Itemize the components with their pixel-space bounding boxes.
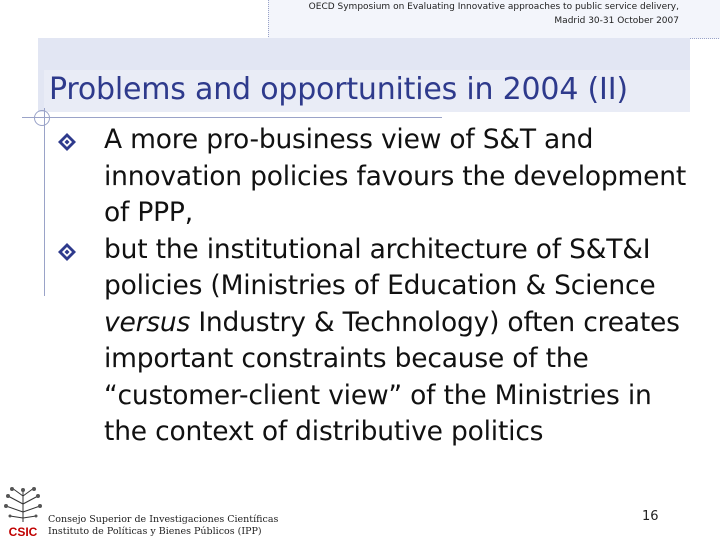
header-date-line: Madrid 30-31 October 2007 [554, 16, 679, 26]
bullet-text-2-italic: versus [104, 306, 191, 338]
header-banner [268, 0, 720, 39]
csic-logo [2, 486, 44, 538]
footer-org-line2: Instituto de Políticas y Bienes Públicos (IPP) [48, 526, 262, 537]
bullet-text-2b: Industry & Technology) often creates important constraints because of the “customer-client view” of the Ministries in the context of distributive politics [104, 306, 680, 447]
page-number: 16 [642, 509, 659, 524]
bullet-item-2 [58, 232, 698, 451]
vertical-rule [44, 108, 45, 296]
logo-text: CSIC [8, 525, 38, 538]
diamond-bullet-icon [58, 133, 76, 151]
footer-org [48, 514, 278, 538]
bullet-list [58, 122, 698, 451]
header-event-line: OECD Symposium on Evaluating Innovative approaches to public service delivery, [308, 2, 679, 12]
bullet-item-1 [58, 122, 698, 232]
bullet-text-2a: but the institutional architecture of S&T&I policies (Ministries of Education & Science [104, 233, 656, 301]
bullet-text-1: A more pro-business view of S&T and innovation policies favours the development of PPP, [104, 124, 687, 228]
diamond-bullet-icon [58, 243, 76, 261]
footer-org-line1: Consejo Superior de Investigaciones Científicas [48, 514, 279, 525]
slide-title: Problems and opportunities in 2004 (II) [49, 72, 628, 107]
rule-crosshair-icon [34, 110, 50, 126]
horizontal-rule [22, 117, 442, 118]
